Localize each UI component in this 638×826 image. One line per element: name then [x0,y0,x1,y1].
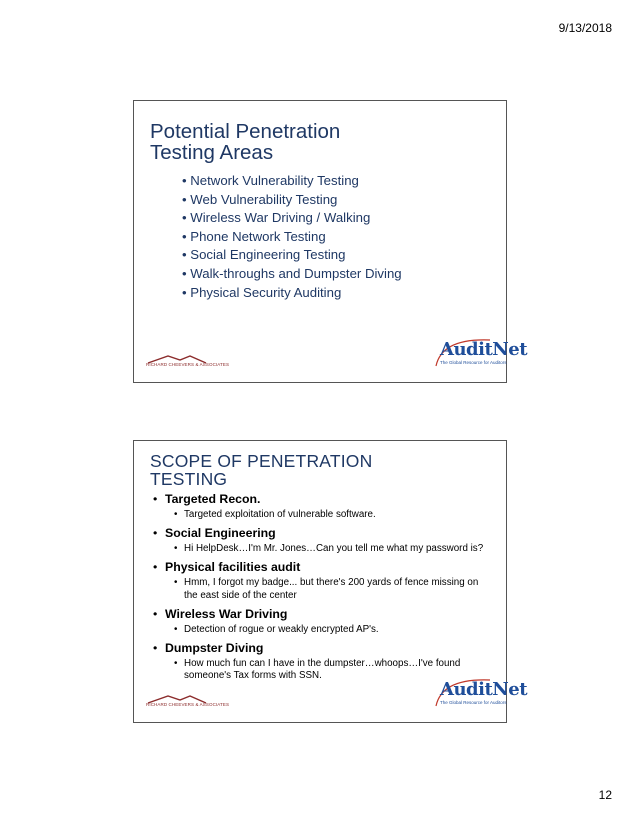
bullet: • [153,641,158,656]
sub-bullet: • [174,658,178,670]
list-item: • Social Engineering Testing [182,247,346,263]
list-item: • Wireless War Driving / Walking [182,210,371,226]
item-heading-text: Dumpster Diving [165,641,264,656]
slide-title-line2: Testing Areas [150,141,274,164]
list-item [153,560,493,601]
auditnet-tagline: The Global Resource for Auditors [440,360,507,365]
page-number: 12 [598,788,612,802]
list-item [153,492,493,521]
auditnet-logo [432,336,528,372]
scope-list [153,492,493,687]
list-item [153,526,493,555]
item-detail-text: Hmm, I forgot my badge... but there's 200 yards of fence missing on the east side of the center [184,577,479,601]
bullet: • [153,526,158,541]
cheevers-associates-logo [146,694,230,712]
slide-title-line1: Potential Penetration [150,120,341,143]
item-heading-text: Targeted Recon. [165,492,261,506]
item-detail [174,509,484,521]
bullet: • [153,492,158,506]
sub-bullet: • [174,543,178,555]
item-heading-text: Wireless War Driving [165,606,288,621]
slide-potential-penetration-testing [133,100,528,383]
list-item: • Physical Security Auditing [182,284,342,300]
item-detail [174,543,484,555]
sub-bullet: • [174,509,178,520]
item-heading [153,560,493,575]
item-detail-text: Hi HelpDesk…I'm Mr. Jones…Can you tell me what my password is? [184,543,484,555]
sub-bullet: • [174,577,178,589]
item-detail [174,577,484,601]
bullet: • [153,560,158,575]
item-heading [153,641,493,656]
auditnet-wordmark: AuditNet [440,679,528,700]
item-detail-text: Targeted exploitation of vulnerable software. [184,509,376,520]
cheevers-logo-text: RICHARD CHEEVERS & ASSOCIATES [146,362,230,367]
item-heading [153,607,493,622]
auditnet-wordmark: AuditNet [440,339,528,360]
list-item: • Network Vulnerability Testing [182,173,359,188]
list-item: • Phone Network Testing [182,228,326,244]
item-detail-text: How much fun can I have in the dumpster…whoops…I've found someone's Tax forms with SSN. [184,658,461,682]
list-item: • Walk-throughs and Dumpster Diving [182,265,402,281]
bullet: • [153,606,158,621]
slide-title [150,452,372,488]
list-item: • Web Vulnerability Testing [182,191,338,207]
slide-scope-of-penetration-testing [133,440,528,723]
list-item [153,607,493,636]
auditnet-logo [432,676,528,712]
item-detail-text: Detection of rogue or weakly encrypted AP's. [184,623,379,635]
sub-bullet: • [174,623,178,635]
item-heading [153,492,493,507]
cheevers-logo-text: RICHARD CHEEVERS & ASSOCIATES [146,702,230,707]
auditnet-tagline: The Global Resource for Auditors [440,700,507,705]
slide-title [150,121,340,163]
item-heading-text: Social Engineering [165,526,276,541]
item-heading-text: Physical facilities audit [165,560,301,575]
cheevers-associates-logo [146,354,230,372]
item-detail [174,624,484,636]
slide-title-line2: TESTING [150,469,228,489]
testing-areas-list [182,172,402,302]
slide-title-line1: SCOPE OF PENETRATION [150,451,373,471]
item-heading [153,526,493,541]
page-date: 9/13/2018 [558,21,612,35]
